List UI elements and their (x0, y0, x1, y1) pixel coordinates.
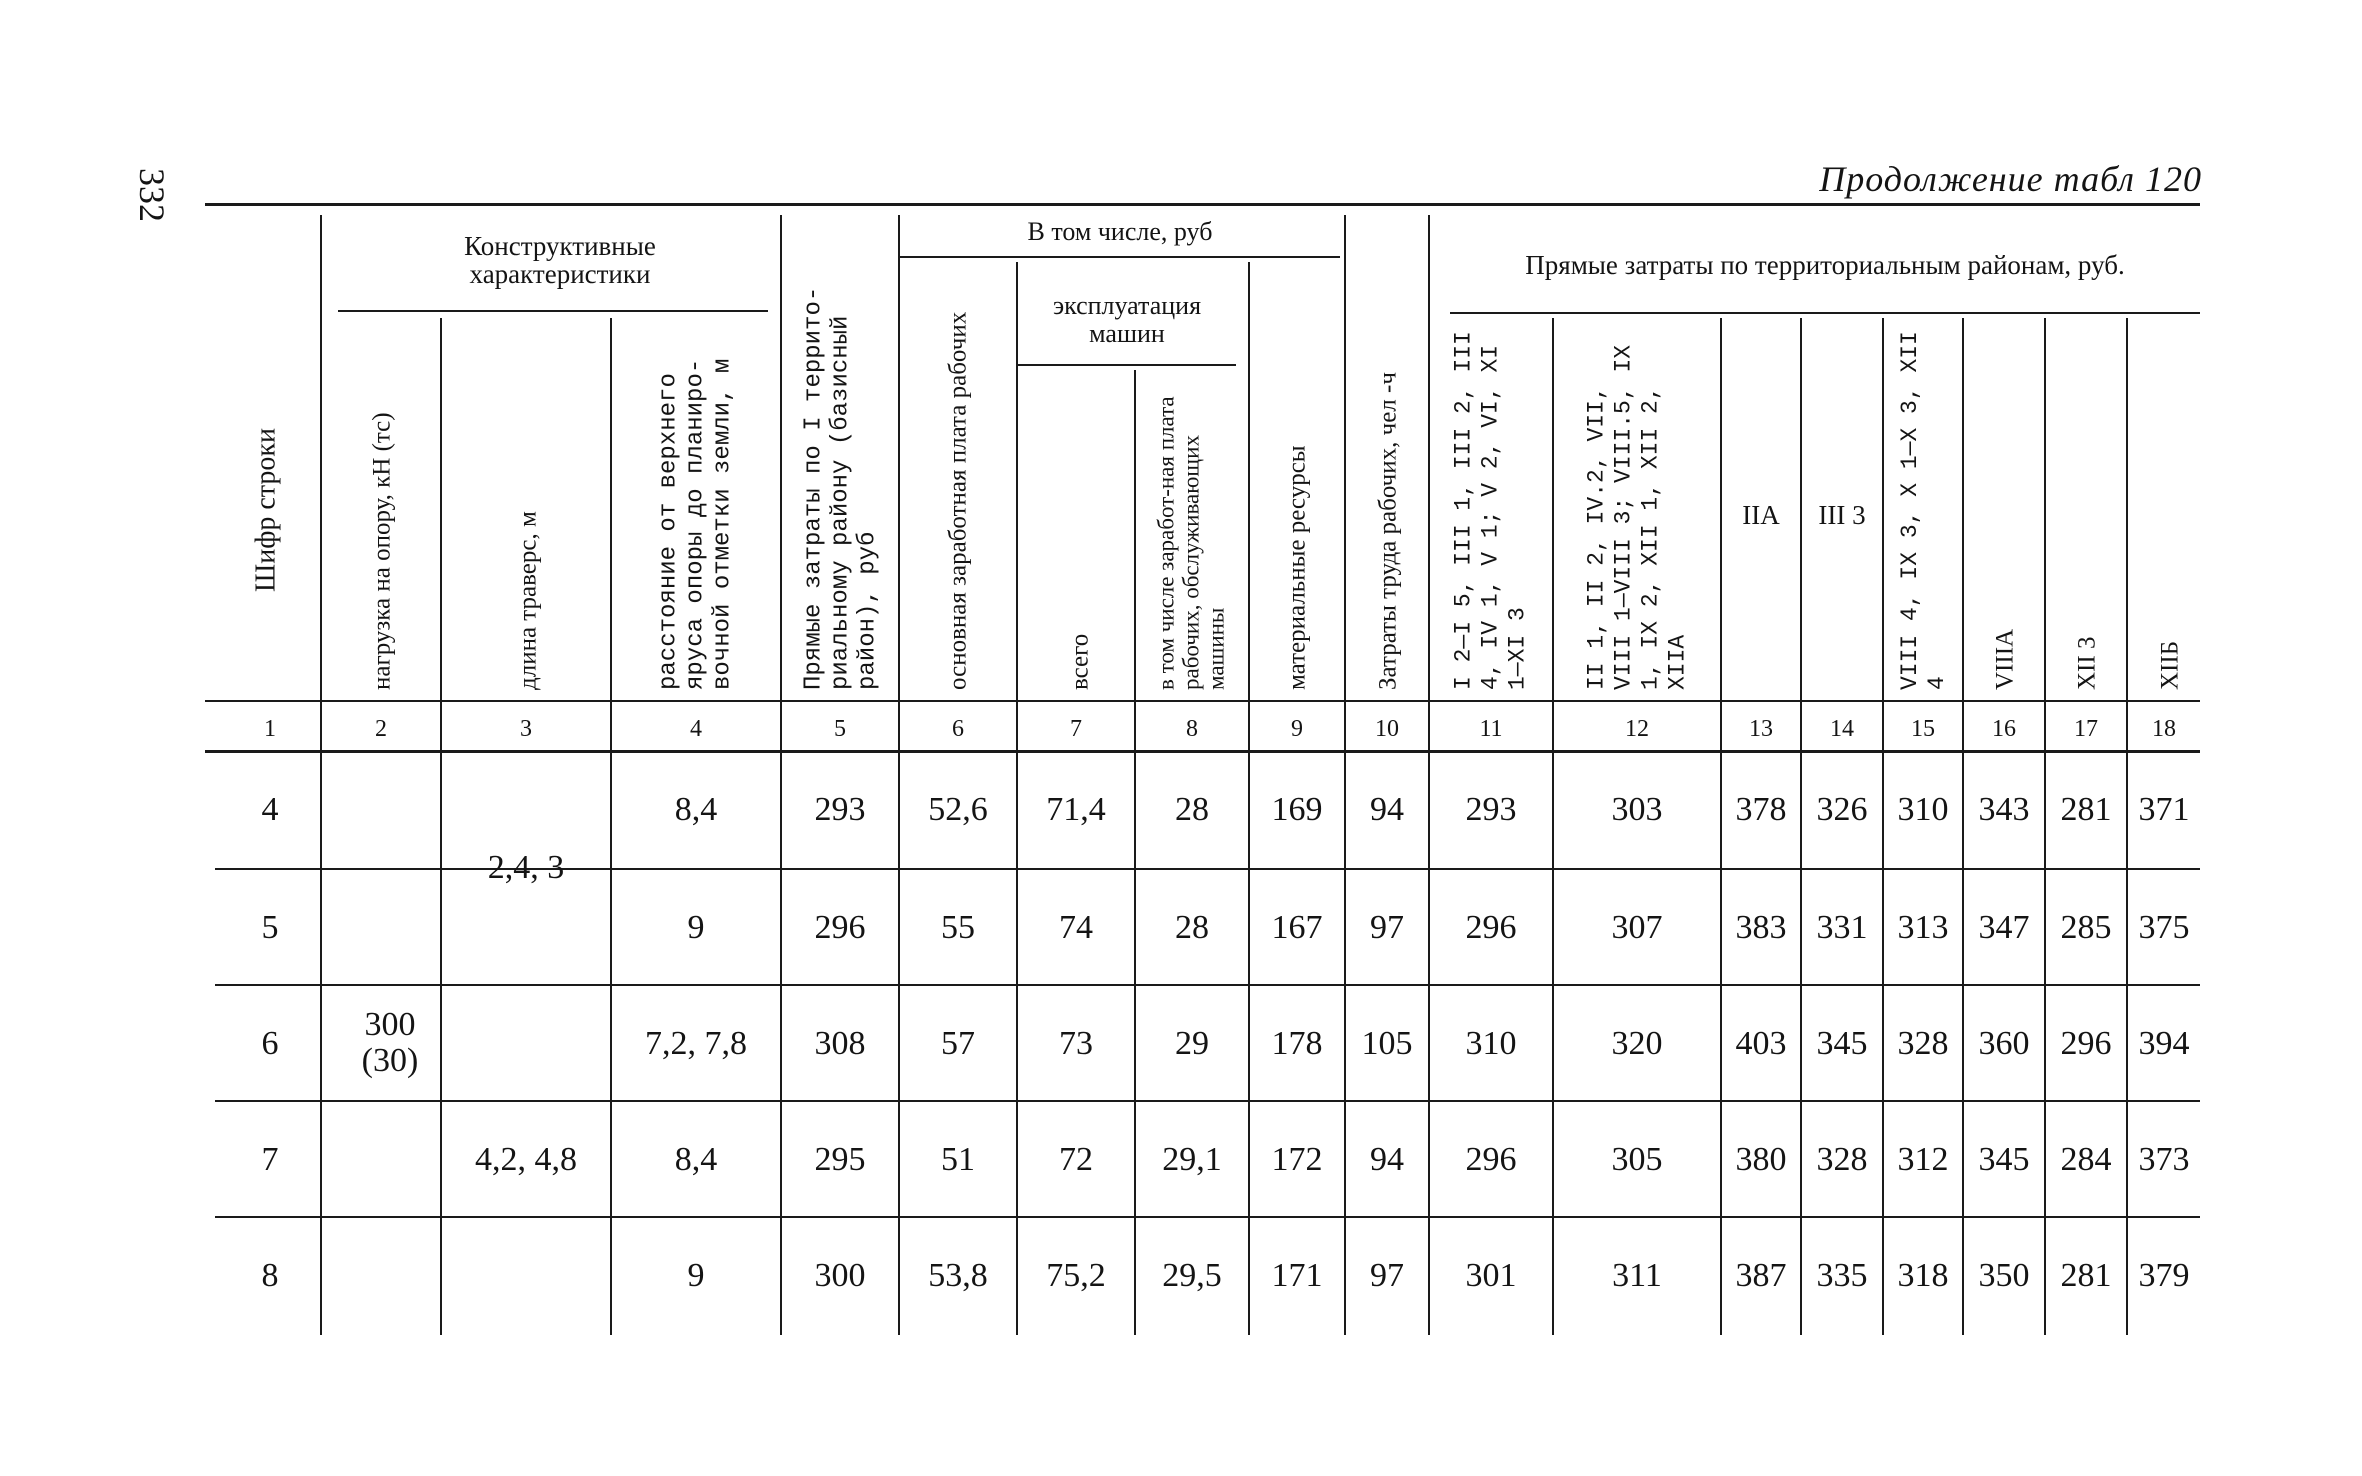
table-cell-c9: 167 (1271, 909, 1323, 946)
table-cell-c15: 318 (1897, 1257, 1949, 1294)
table-cell-shifr: 4 (261, 791, 279, 828)
table-cell-c5: 296 (814, 909, 866, 946)
table-cell-c12: 320 (1611, 1025, 1663, 1062)
header-region-18: XIIБ (2156, 640, 2184, 690)
col-number: 14 (1830, 716, 1854, 742)
header-ekspl: эксплуатация машин (1052, 291, 1202, 348)
table-cell-rasst: 8,4 (674, 791, 718, 828)
table-cell-c11: 301 (1465, 1257, 1517, 1294)
header-rasst: расстояние от верхнего яруса опоры до планиро-вочной отметки земли, м (655, 358, 737, 690)
table-cell-c8: 29,5 (1162, 1257, 1222, 1294)
col-number: 4 (690, 716, 702, 742)
table-cell-c7: 72 (1059, 1141, 1093, 1178)
ekspl-underline (1018, 364, 1236, 366)
table-cell-c15: 310 (1897, 791, 1949, 828)
header-bottom-rule (205, 700, 2200, 702)
table-cell-c16: 360 (1978, 1025, 2030, 1062)
col-number: 11 (1479, 716, 1503, 742)
header-region-12: II 1, II 2, IV.2, VII, VIII 1—VIII 3; VIII.5, IX 1, IX 2, XII 1, XII 2, XIIA (1583, 344, 1691, 690)
col-number: 10 (1375, 716, 1399, 742)
col-number: 17 (2074, 716, 2098, 742)
header-shifr: Шифр строки (250, 428, 282, 592)
table-cell-c14: 326 (1816, 791, 1868, 828)
table-caption: Продолжение табл 120 (1819, 159, 2202, 199)
table-cell-c12: 307 (1611, 909, 1663, 946)
col-number: 1 (264, 716, 276, 742)
col-number: 18 (2152, 716, 2176, 742)
table-cell-c9: 172 (1271, 1141, 1323, 1178)
col-number: 15 (1911, 716, 1935, 742)
col-number: 6 (952, 716, 964, 742)
table-cell-c5: 295 (814, 1141, 866, 1178)
table-cell-c10: 97 (1370, 1257, 1404, 1294)
table-cell-c9: 169 (1271, 791, 1323, 828)
table-cell-c8: 28 (1175, 791, 1209, 828)
table-cell-rasst: 7,2, 7,8 (645, 1025, 747, 1062)
table-cell-c17: 281 (2060, 1257, 2112, 1294)
table-cell-c14: 335 (1816, 1257, 1868, 1294)
col-number: 12 (1625, 716, 1649, 742)
header-vsego: всего (1066, 633, 1094, 690)
table-cell-c9: 178 (1271, 1025, 1323, 1062)
table-cell-c16: 343 (1978, 791, 2030, 828)
table-cell-c6: 53,8 (928, 1257, 988, 1294)
table-cell-c10: 94 (1370, 1141, 1404, 1178)
table-cell-c12: 311 (1612, 1257, 1662, 1294)
table-cell-c6: 55 (941, 909, 975, 946)
table-cell-rasst: 9 (687, 909, 705, 946)
header-osn-zp: основная заработная плата рабочих (944, 311, 972, 690)
terr-underline (1450, 312, 2200, 314)
vrule (320, 215, 322, 1335)
col-number: 16 (1992, 716, 2016, 742)
table-cell-c13: 403 (1735, 1025, 1787, 1062)
table-cell-c5: 300 (814, 1257, 866, 1294)
header-mat-res: материальные ресурсы (1283, 445, 1311, 690)
table-cell-rasst: 9 (687, 1257, 705, 1294)
table-cell-c10: 97 (1370, 909, 1404, 946)
col-number: 7 (1070, 716, 1082, 742)
table-cell-c7: 73 (1059, 1025, 1093, 1062)
header-pryamye-terr: Прямые затраты по территориальным районам, руб. (1525, 250, 2125, 280)
table-cell-c5: 308 (814, 1025, 866, 1062)
table-cell-c11: 296 (1465, 1141, 1517, 1178)
table-cell-shifr: 5 (261, 909, 279, 946)
col-number: 8 (1186, 716, 1198, 742)
header-nagruzka: нагрузка на опору, кН (тс) (368, 412, 396, 690)
page-number: 332 (132, 168, 172, 222)
table-cell-c7: 71,4 (1046, 791, 1106, 828)
merged-load-cell: 300 (30) (361, 1005, 419, 1079)
header-region-13: IIA (1742, 500, 1780, 530)
table-cell-c16: 345 (1978, 1141, 2030, 1178)
table-cell-c8: 29 (1175, 1025, 1209, 1062)
table-cell-c13: 387 (1735, 1257, 1787, 1294)
table-cell-c10: 94 (1370, 791, 1404, 828)
table-cell-c18: 394 (2138, 1025, 2190, 1062)
table-cell-c11: 293 (1465, 791, 1517, 828)
col-number: 13 (1749, 716, 1773, 742)
table-cell-c12: 305 (1611, 1141, 1663, 1178)
table-cell-c16: 350 (1978, 1257, 2030, 1294)
table-cell-c8: 29,1 (1162, 1141, 1222, 1178)
header-dlina: длина траверс, м (514, 511, 542, 690)
table-cell-c18: 371 (2138, 791, 2190, 828)
table-cell-c16: 347 (1978, 909, 2030, 946)
table-cell-c10: 105 (1361, 1025, 1413, 1062)
table-cell-c15: 312 (1897, 1141, 1949, 1178)
table-cell-c14: 331 (1816, 909, 1868, 946)
table-cell-c14: 345 (1816, 1025, 1868, 1062)
table-cell-c9: 171 (1271, 1257, 1323, 1294)
table-cell-c8: 28 (1175, 909, 1209, 946)
table-cell-c7: 75,2 (1046, 1257, 1106, 1294)
table-cell-shifr: 7 (261, 1141, 279, 1178)
table-cell-c18: 373 (2138, 1141, 2190, 1178)
table-cell-c17: 296 (2060, 1025, 2112, 1062)
header-region-14: III 3 (1818, 500, 1866, 530)
table-cell-c12: 303 (1611, 791, 1663, 828)
table-cell-c18: 375 (2138, 909, 2190, 946)
table-cell-c6: 52,6 (928, 791, 988, 828)
table-cell-c11: 296 (1465, 909, 1517, 946)
table-cell-rasst: 8,4 (674, 1141, 718, 1178)
top-rule (205, 203, 2200, 206)
header-konstr: Конструктивные характеристики (464, 231, 656, 289)
table-cell-c13: 380 (1735, 1141, 1787, 1178)
table-cell-c17: 284 (2060, 1141, 2112, 1178)
col-number: 9 (1291, 716, 1303, 742)
header-region-11: I 2—I 5, III 1, III 2, III 4, IV 1, V 1; V 2, VI, XI 1—XI 3 (1450, 331, 1531, 690)
header-region-15: VIII 4, IX 3, X 1—X 3, XII 4 (1897, 331, 1950, 690)
header-region-16: VIIIA (1991, 628, 2019, 690)
table-cell-c13: 383 (1735, 909, 1787, 946)
table-cell-shifr: 8 (261, 1257, 279, 1294)
col-number: 2 (375, 716, 387, 742)
table-cell-c11: 310 (1465, 1025, 1517, 1062)
table-cell-c13: 378 (1735, 791, 1787, 828)
table-cell-c17: 285 (2060, 909, 2112, 946)
col-number: 3 (520, 716, 532, 742)
header-v-tom-zp: в том числе заработ-ная плата рабочих, обслуживающих машины (1153, 396, 1229, 690)
header-v-tom-chisle: В том числе, руб (1027, 217, 1213, 246)
table-cell-c14: 328 (1816, 1141, 1868, 1178)
table-cell-c17: 281 (2060, 791, 2112, 828)
table-cell-shifr: 6 (261, 1025, 279, 1062)
header-trud: Затраты труда рабочих, чел -ч (1374, 372, 1402, 690)
merged-length-cell: 4,2, 4,8 (475, 1141, 577, 1178)
table-cell-c15: 328 (1897, 1025, 1949, 1062)
merged-length-cell: 2,4, 3 (487, 849, 565, 886)
table-cell-c5: 293 (814, 791, 866, 828)
table-cell-c15: 313 (1897, 909, 1949, 946)
table-cell-c6: 57 (941, 1025, 975, 1062)
table-cell-c6: 51 (941, 1141, 975, 1178)
vtom-underline (900, 256, 1340, 258)
table-cell-c7: 74 (1059, 909, 1093, 946)
konstr-underline (338, 310, 768, 312)
table-cell-c18: 379 (2138, 1257, 2190, 1294)
header-pryamye-I: Прямые затраты по I террито-риальному району (базисный район), руб (800, 286, 882, 690)
header-region-17: XII 3 (2073, 636, 2101, 690)
col-number: 5 (834, 716, 846, 742)
